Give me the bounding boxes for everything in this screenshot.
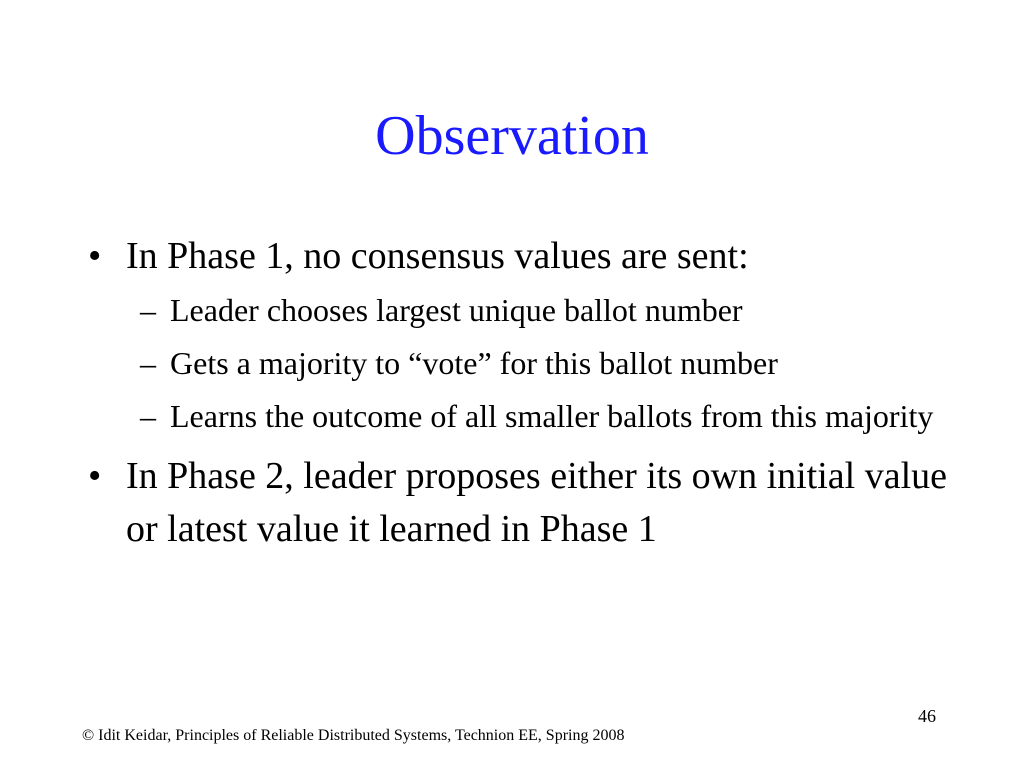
dash-marker: – [140, 398, 156, 434]
footer-copyright: © Idit Keidar, Principles of Reliable Distributed Systems, Technion EE, Spring 2008 [82, 727, 625, 744]
slide-body [88, 230, 948, 562]
sub-item [88, 289, 948, 332]
sub-item-text: Leader chooses largest unique ballot number [170, 292, 743, 328]
bullet-marker: • [88, 235, 102, 277]
dash-marker: – [140, 292, 156, 328]
sub-item-text: Gets a majority to “vote” for this ballot number [170, 345, 778, 381]
page-number: 46 [918, 706, 936, 726]
sub-item [88, 342, 948, 385]
bullet-marker: • [88, 455, 102, 497]
slide-title: Observation [375, 105, 649, 167]
sub-item-text: Learns the outcome of all smaller ballots from this majority [170, 398, 934, 434]
dash-marker: – [140, 345, 156, 381]
sub-list [88, 289, 948, 438]
sub-item [88, 395, 948, 438]
bullet-text: In Phase 1, no consensus values are sent: [126, 235, 749, 277]
bullet-item [88, 230, 948, 283]
bullet-text: In Phase 2, leader proposes either its own initial value or latest value it learned in Phase 1 [126, 455, 948, 550]
bullet-item [88, 450, 948, 556]
